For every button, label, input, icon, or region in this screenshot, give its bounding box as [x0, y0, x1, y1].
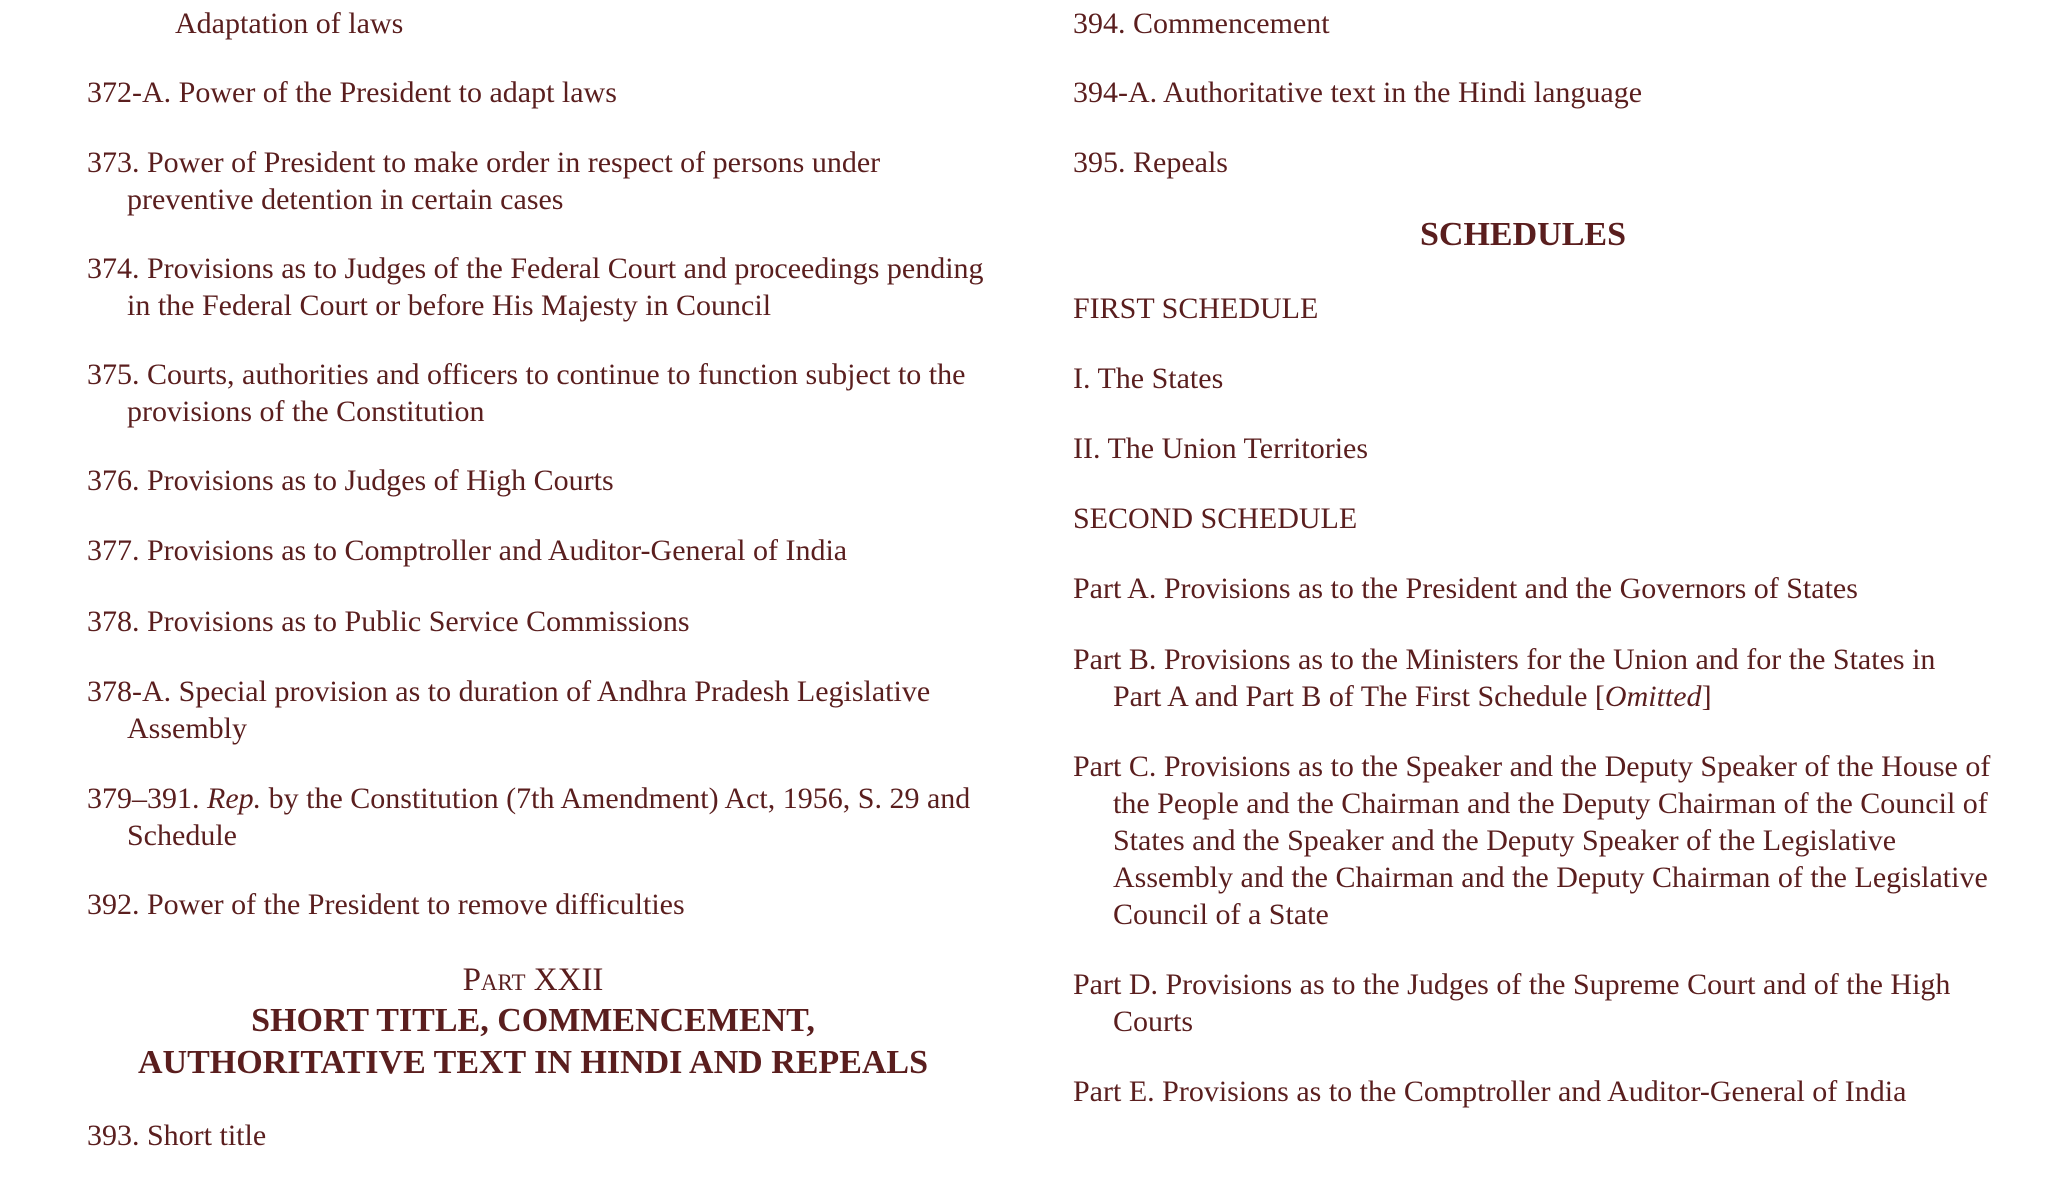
entry-number: 375.	[87, 358, 140, 391]
entry-text: I. The States	[1073, 362, 1224, 395]
entry-text: Provisions as to Public Service Commissions	[147, 605, 690, 638]
toc-entry	[87, 886, 685, 923]
toc-entry	[87, 144, 1007, 218]
toc-entry	[87, 74, 617, 111]
entry-text: SECOND SCHEDULE	[1073, 502, 1358, 535]
toc-entry	[1073, 570, 1858, 607]
entry-number: 372-A.	[87, 76, 172, 109]
toc-entry	[1073, 360, 1223, 397]
entry-text: by the Constitution (7th Amendment) Act, 1956, S. 29 and Schedule	[127, 782, 971, 852]
entry-text: Power of the President to adapt laws	[178, 76, 617, 109]
entry-text: Short title	[147, 1119, 267, 1152]
toc-entry	[1073, 74, 1642, 111]
schedules-heading: SCHEDULES	[1420, 216, 1626, 253]
part-title-line1: SHORT TITLE, COMMENCEMENT,	[251, 1002, 815, 1039]
toc-entry	[1073, 641, 1973, 715]
entry-text: Part D. Provisions as to the Judges of the Supreme Court and of the High Courts	[1073, 968, 1951, 1038]
entry-text: Adaptation of laws	[175, 7, 404, 40]
entry-text: Part E. Provisions as to the Comptroller and Auditor-General of India	[1073, 1075, 1907, 1108]
toc-entry	[87, 356, 1017, 430]
entry-number: 377.	[87, 534, 140, 567]
entry-text: Part B. Provisions as to the Ministers for the Union and for the States in Part A and Part B of The First Schedule [	[1073, 643, 1936, 713]
entry-text: Part A. Provisions as to the President and the Governors of States	[1073, 572, 1858, 605]
entry-text: FIRST SCHEDULE	[1073, 292, 1319, 325]
part-label: Part XXII	[462, 962, 604, 998]
toc-entry	[87, 462, 614, 499]
toc-entry	[1073, 430, 1368, 467]
toc-entry	[1073, 500, 1357, 537]
toc-entry	[87, 603, 690, 640]
entry-number: 378.	[87, 605, 140, 638]
entry-text: Courts, authorities and officers to continue to function subject to the provisions of the Constitution	[127, 358, 966, 428]
entry-text: Power of the President to remove difficulties	[147, 888, 685, 921]
entry-text: Special provision as to duration of Andhra Pradesh Legislative Assembly	[127, 675, 931, 745]
entry-number: 392.	[87, 888, 140, 921]
entry-text: Power of President to make order in respect of persons under preventive detention in certain cases	[127, 146, 881, 216]
part-title-line2: AUTHORITATIVE TEXT IN HINDI AND REPEALS	[137, 1044, 929, 1081]
entry-text: II. The Union Territories	[1073, 432, 1369, 465]
toc-entry	[1073, 748, 2013, 933]
toc-entry	[87, 1117, 266, 1154]
entry-text: Commencement	[1133, 7, 1330, 40]
entry-number: 395.	[1073, 146, 1126, 179]
entry-italic: Omitted	[1604, 680, 1702, 713]
entry-number: 393.	[87, 1119, 140, 1152]
toc-entry	[87, 780, 1007, 854]
entry-text: Provisions as to Judges of the Federal Court and proceedings pending in the Federal Court or before His Majesty in Council	[127, 252, 984, 322]
toc-entry	[175, 5, 403, 42]
entry-text: Provisions as to Comptroller and Auditor-General of India	[147, 534, 848, 567]
toc-entry	[87, 673, 947, 747]
entry-number: 376.	[87, 464, 140, 497]
entry-number: 379–391.	[87, 782, 200, 815]
entry-number: 374.	[87, 252, 140, 285]
entry-number: 378-A.	[87, 675, 172, 708]
toc-entry	[1073, 290, 1318, 327]
toc-entry	[1073, 144, 1228, 181]
toc-entry	[1073, 1073, 1973, 1110]
entry-text: Provisions as to Judges of High Courts	[147, 464, 614, 497]
toc-entry	[1073, 5, 1330, 42]
toc-entry	[87, 250, 1007, 324]
entry-text: Repeals	[1133, 146, 1228, 179]
entry-number: 394.	[1073, 7, 1126, 40]
entry-number: 394-A.	[1073, 76, 1158, 109]
entry-text: Part C. Provisions as to the Speaker and the Deputy Speaker of the House of the People and the Chairman and the Deputy Chairman of the Council of States and the Speaker and the Deputy Speaker of the Legislative Assembly and the Chairman and the Deputy Chairman of the Legislative Council of a State	[1073, 750, 1991, 931]
entry-text: Authoritative text in the Hindi language	[1163, 76, 1643, 109]
toc-entry	[87, 532, 847, 569]
entry-tail: ]	[1701, 680, 1712, 713]
entry-number: 373.	[87, 146, 140, 179]
toc-entry	[1073, 966, 2013, 1040]
entry-italic: Rep.	[207, 782, 262, 815]
